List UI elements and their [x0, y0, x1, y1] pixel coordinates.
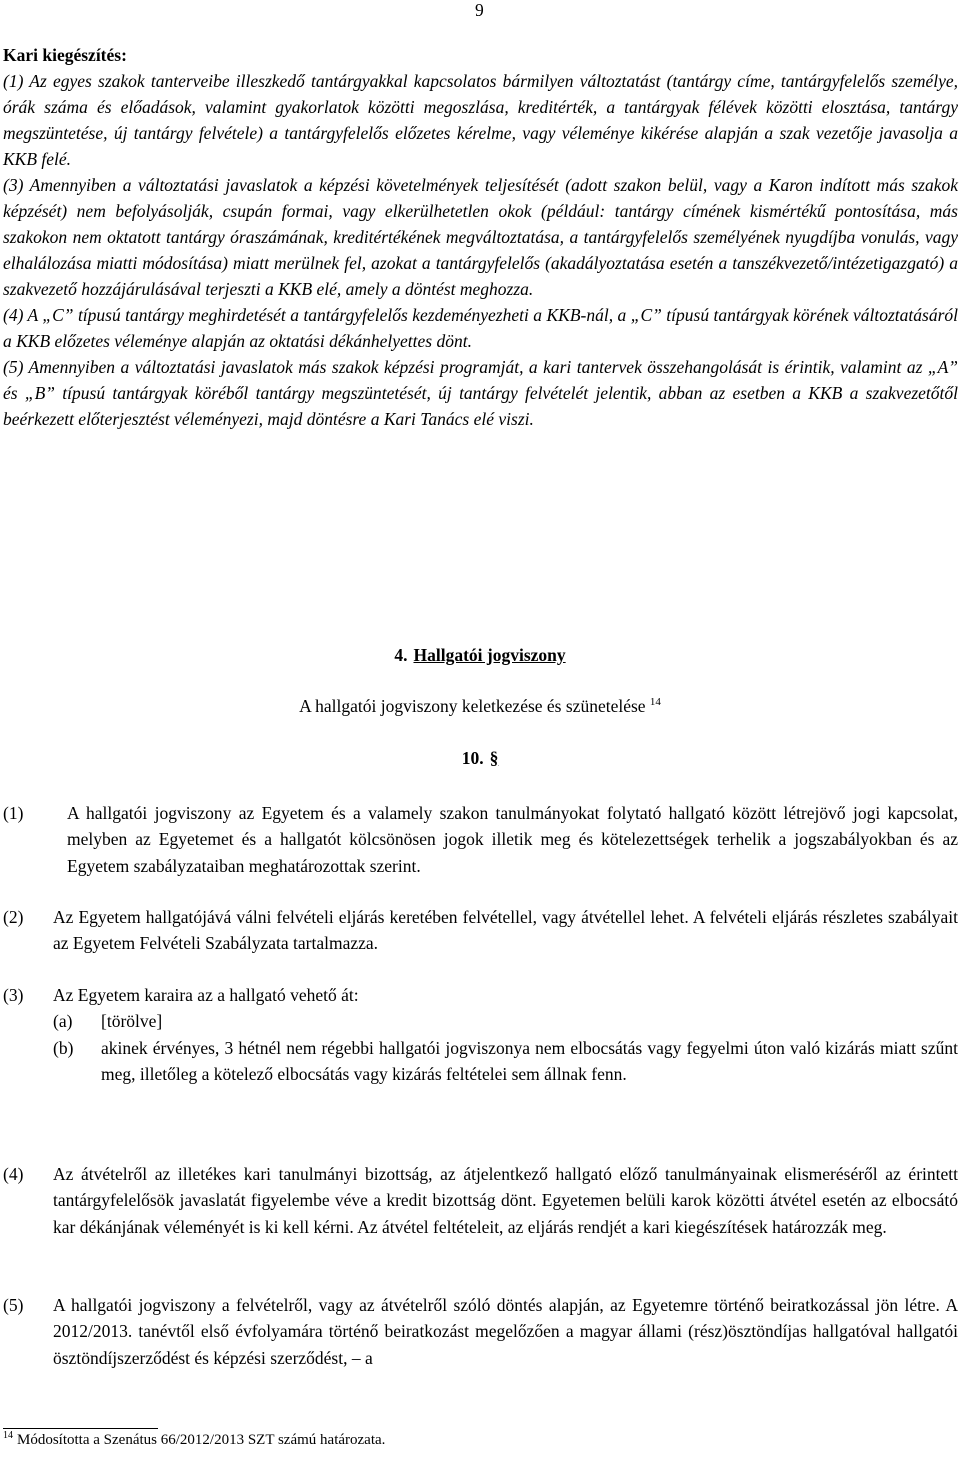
- paragraph-2-label: (2): [3, 907, 24, 927]
- paragraph-3-sub-b: [53, 1035, 958, 1088]
- footnote: [3, 1432, 385, 1449]
- paragraph-3-text: Az Egyetem karaira az a hallgató vehető át:: [53, 985, 359, 1005]
- section-subtitle: [0, 696, 960, 717]
- section-number: 4.: [394, 645, 408, 665]
- paragraph-2-text: Az Egyetem hallgatójává válni felvételi eljárás keretében felvétellel, vagy átvétellel lehet. A felvételi eljárás részletes szabályait az Egyetem Felvételi Szabályzata tartalmazza.: [53, 907, 958, 954]
- kari-item-4: (4) A „C” típusú tantárgy meghirdetését a tantárgyfelelős kezdeményezheti a KKB-nál, a „C” típusú tantárgyak körének változtatásáról a KKB előzetes véleménye alapján az oktatási dékánhelyettes dönt.: [3, 305, 958, 351]
- kari-heading: Kari kiegészítés:: [3, 45, 127, 65]
- paragraph-3-sub-a: [53, 1008, 958, 1034]
- paragraph-1: [3, 800, 958, 879]
- page-number: 9: [475, 0, 484, 20]
- kari-section: [3, 68, 958, 432]
- section-title-text: Hallgatói jogviszony: [413, 645, 566, 665]
- paragraph-4-label: (4): [3, 1164, 24, 1184]
- sub-a-text: [törölve]: [101, 1011, 163, 1032]
- paragraph-sign: §: [489, 748, 499, 768]
- paragraph-4: [3, 1161, 958, 1240]
- sub-b-label: (b): [53, 1037, 74, 1058]
- sub-b-text: akinek érvényes, 3 hétnél nem régebbi hallgatói jogviszonya nem elbocsátás vagy fegyelmi úton való kizárás miatt szűnt meg, illetőleg a kötelező elbocsátás vagy kizárás feltételei sem állnak fenn.: [101, 1037, 958, 1085]
- kari-item-1: (1) Az egyes szakok tanterveibe illeszkedő tantárgyakkal kapcsolatos bármilyen változtatást (tantárgy címe, tantárgyfelelős személye, órák száma és előadások, valamint gyakorlatok közötti megoszlása, kreditérték, a tantárgyak félévek közötti elosztása, tantárgy megszüntetése, új tantárgy felvétele) a tantárgyfelelős előzetes kérelme, vagy véleménye kikérése alapján a szak vezetője javasolja a KKB felé.: [3, 71, 958, 169]
- paragraph-5-text: A hallgatói jogviszony a felvételről, vagy az átvételről szóló döntés alapján, az Egyetemre történő beiratkozással jön létre. A 2012/2013. tanévtől első évfolyamára történő beiratkozást megelőzően a magyar állami (rész)ösztöndíjas hallgatóval hallgatói ösztöndíjszerződést és képzési szerződést, – a: [53, 1295, 958, 1368]
- footnote-number: 14: [3, 1430, 13, 1441]
- footnote-ref[interactable]: 14: [649, 696, 661, 709]
- kari-item-5: (5) Amennyiben a változtatási javaslatok más szakok képzési programját, a kari tantervek összehangolását is érintik, valamint az „A” és „B” típusú tantárgyak köréből tantárgy megszüntetését, új tantárgy felvételét jelentik, abban az esetben a KKB a szakvezetőtől beérkezett előterjesztést véleményezi, majd döntésre a Kari Tanács elé viszi.: [3, 357, 958, 429]
- paragraph-3: [3, 982, 958, 1088]
- section-title: [0, 645, 960, 666]
- paragraph-1-label: (1): [3, 803, 24, 823]
- paragraph-number-value: 10.: [461, 748, 484, 768]
- paragraph-5-label: (5): [3, 1295, 24, 1315]
- sub-a-label: (a): [53, 1011, 73, 1032]
- paragraph-2: [3, 904, 958, 957]
- footnote-text: Módosította a Szenátus 66/2012/2013 SZT számú határozata.: [17, 1432, 386, 1448]
- paragraph-3-label: (3): [3, 985, 24, 1005]
- kari-item-3: (3) Amennyiben a változtatási javaslatok a képzési követelmények teljesítését (adott szakon belül, vagy a Karon indított más szakok képzését) nem befolyásolják, csupán formai, vagy elkerülhetetlen okok (például: tantárgy címének kismértékű pontosítása, más szakokon nem oktatott tantárgy óraszámának, kreditértékének megváltoztatása, a tantárgyfelelős személyének nyugdíjba vonulás, vagy elhalálozása miatti módosítása) miatt merülnek fel, azokat a tantárgyfelelős (akadályoztatása esetén a tanszékvezető/intézetigazgató) a szakvezető hozzájárulásával terjeszti a KKB elé, amely a döntést meghozza.: [3, 175, 958, 299]
- subtitle-text: A hallgatói jogviszony keletkezése és szünetelése: [299, 696, 646, 716]
- paragraph-5: [3, 1292, 958, 1371]
- footnote-divider: [3, 1428, 158, 1429]
- paragraph-1-text: A hallgatói jogviszony az Egyetem és a valamely szakon tanulmányokat folytató hallgató között létrejövő jogi kapcsolat, melyben az Egyetemet és a hallgatót kölcsönösen jogok illetik meg és kötelezettségek terhelik a jogszabályokban és az Egyetem szabályzataiban meghatározottak szerint.: [67, 803, 958, 876]
- paragraph-number: [0, 748, 960, 769]
- paragraph-4-text: Az átvételről az illetékes kari tanulmányi bizottság, az átjelentkező hallgató előző tanulmányainak elismeréséről az érintett tantárgyfelelősök javaslatát figyelembe véve a kredit bizottság dönt. Egyetemen belüli karok közötti átvétel esetén az elbocsátó kar dékánjának véleményét is ki kell kérni. Az átvétel feltételeit, az eljárás rendjét a kari kiegészítések határozzák meg.: [53, 1164, 958, 1237]
